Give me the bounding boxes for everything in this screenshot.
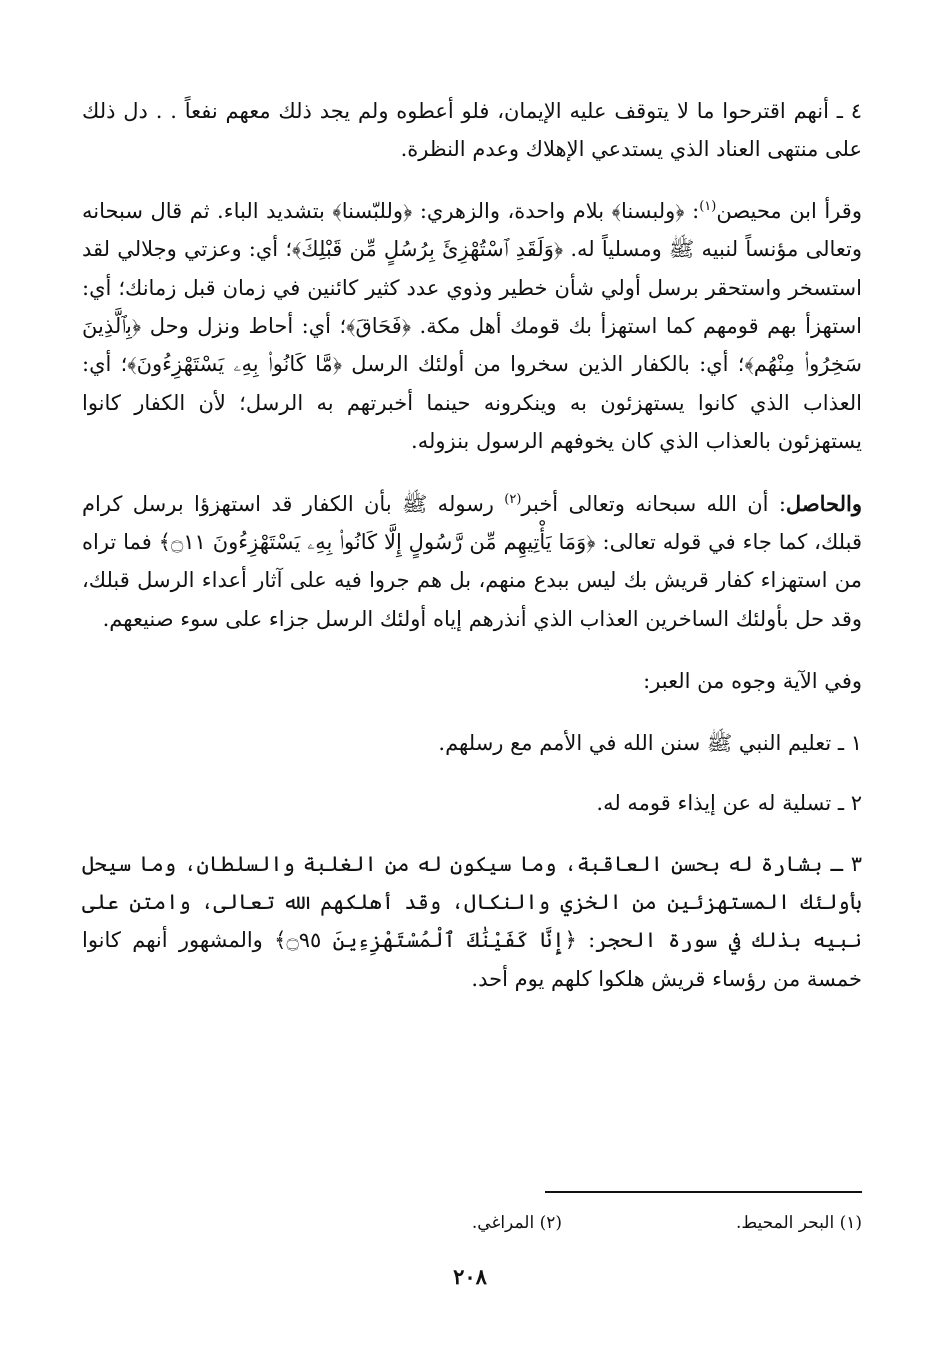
footnote-2: (٢) المراغي.	[471, 1213, 562, 1233]
reading-intro: وقرأ ابن محيصن	[716, 198, 862, 223]
footnotes	[300, 1210, 862, 1236]
footnote-divider	[545, 1191, 862, 1193]
reading-text: : ﴿ولبسنا﴾ بلام واحدة، والزهري: ﴿وللبّسنا﴾ بتشديد الباء. ثم قال سبحانه وتعالى مؤنساً لنبيه ﷺ ومسلياً له. ﴿وَلَقَدِ ٱسْتُهْزِئَ بِرُسُلٍ مِّن قَبْلِكَ﴾؛ أي: وعزتي وجلالي لقد استسخر واستحقر برسل أولي شأن خطير وذوي عدد كثير كائنين في زمان قبل زمانك؛ أي: استهزأ بهم قومهم كما استهزأ بك قومك أهل مكة. ﴿فَحَاقَ﴾؛ أي: أحاط ونزل وحل ﴿بِٱلَّذِينَ سَخِرُوا۟ مِنْهُم﴾؛ أي: بالكفار الذين سخروا من أولئك الرسل ﴿مَّا كَانُوا۟ بِهِۦ يَسْتَهْزِءُونَ﴾؛ أي: العذاب الذي كانوا يستهزئون به وينكرونه حينما أخبرتهم به الرسل؛ لأن الكفار كانوا يستهزئون بالعذاب الذي كان يخوفهم الرسول بنزوله.	[82, 198, 862, 454]
page-number: ٢٠٨	[453, 1264, 487, 1289]
lesson-item-3: ٣ ـ بشارة له بحسن العاقبة، وما سيكون له من الغلبة والسلطان، وما سيحل بأولئك المستهزئين من الخزي والنكال، وقد أهلكهم الله تعالى، وامتن على نبيه بذلك في سورة الحجر: ﴿إِنَّا كَفَيْنَٰكَ ٱلْمُسْتَهْزِءِينَ ۝٩٥﴾ والمشهور أنهم كانوا خمسة من رؤساء قريش هلكوا كلهم يوم أحد.	[82, 851, 862, 991]
summary-text: رسوله ﷺ بأن الكفار قد استهزؤا برسل كرام قبلك، كما جاء في قوله تعالى: ﴿وَمَا يَأْتِيهِم مِّن رَّسُولٍ إِلَّا كَانُوا۟ بِهِۦ يَسْتَهْزِءُونَ ۝١١﴾ فما تراه من استهزاء كفار قريش بك ليس ببدع منهم، بل هم جروا فيه على آثار أعداء الرسل قبلك، وقد حل بأولئك الساخرين العذاب الذي أنذرهم إياه أولئك الرسل جزاء على سوء صنيعهم.	[82, 491, 862, 631]
footnote-ref-1[interactable]: (١)	[699, 198, 717, 214]
footnote-1: (١) البحر المحيط.	[736, 1213, 862, 1233]
paragraph-summary	[82, 485, 862, 639]
lesson-item-1: ١ ـ تعليم النبي ﷺ سنن الله في الأمم مع رسلهم.	[438, 730, 862, 755]
summary-lead: والحاصل	[785, 490, 862, 516]
page-body	[82, 92, 862, 998]
lesson-item-2: ٢ ـ تسلية له عن إيذاء قومه له.	[596, 791, 862, 816]
footnote-ref-2[interactable]: (٢)	[504, 491, 522, 507]
paragraph-point-4: ٤ ـ أنهم اقترحوا ما لا يتوقف عليه الإيمان، فلو أعطوه ولم يجد ذلك معهم نفعاً . . دل ذلك على منتهى العناد الذي يستدعي الإهلاك وعدم النظرة.	[82, 99, 862, 162]
paragraph-lessons-heading: وفي الآية وجوه من العبر:	[643, 669, 862, 694]
paragraph-reading-explanation	[82, 192, 862, 461]
summary-intro: : أن الله سبحانه وتعالى أخبر	[521, 491, 786, 516]
